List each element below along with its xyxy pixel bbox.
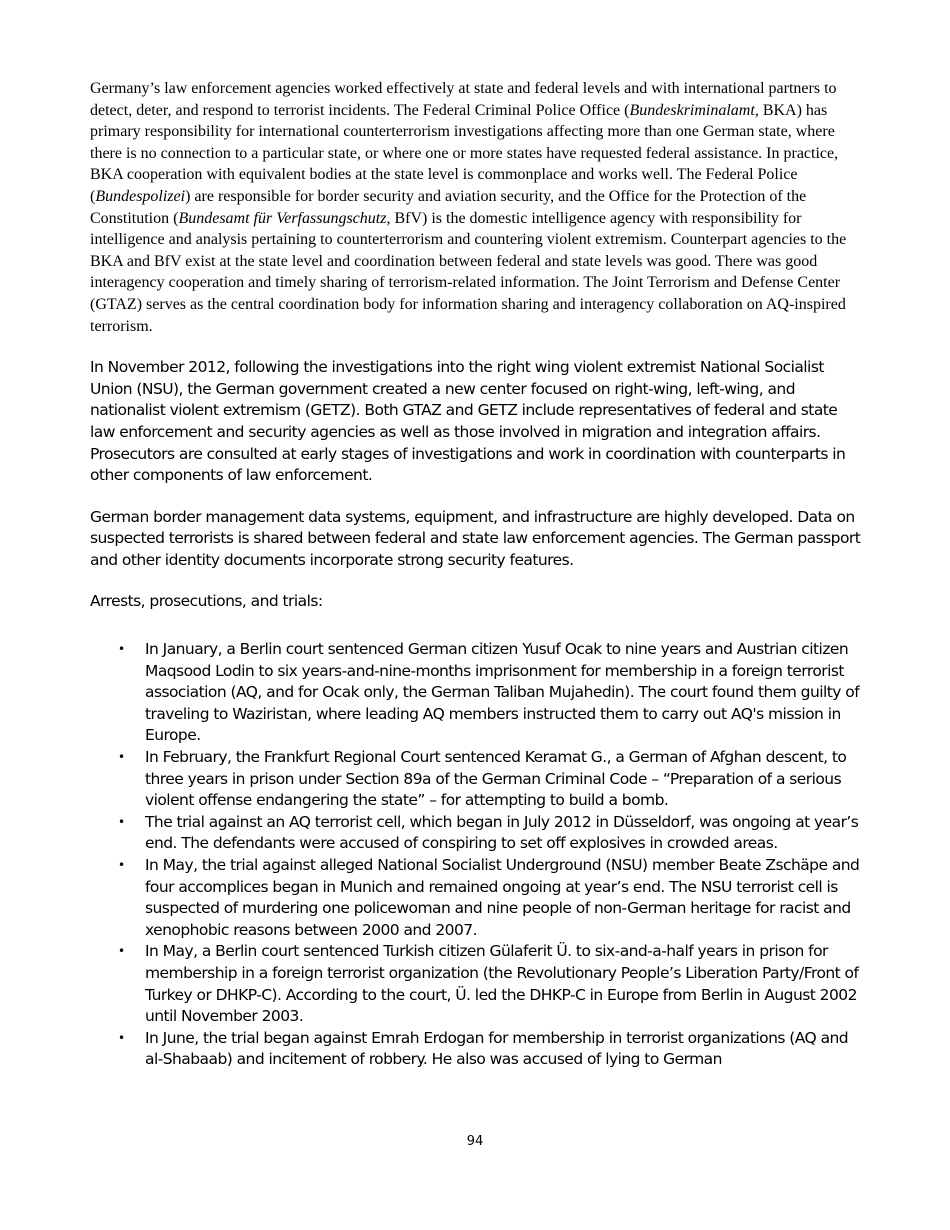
list-item (90, 941, 865, 1027)
page-number: 94 (466, 1134, 484, 1149)
italic-term-bka: Bundeskriminalamt (629, 101, 755, 119)
paragraph-text: ) are responsible for border security and aviation security, and the Office for the Protection of the Constitution ( (90, 187, 807, 227)
bullet-icon: • (118, 814, 125, 829)
paragraph-text: Germany’s law enforcement agencies worked effectively at state and federal levels and with international partners to detect, deter, and respond to terrorist incidents. The Federal Criminal Police Office ( (90, 80, 837, 119)
paragraph-text: , BfV) is the domestic intelligence agency with responsibility for intelligence and analysis pertaining to counterterrorism and countering violent extremism. Counterpart agencies to the BKA and BfV exist at the state level and coordination between federal and state levels was good. There was good interagency cooperation and timely sharing of terrorism-related information. The Joint Terrorism and Defense Center (GTAZ) serves as the central coordination body for information sharing and interagency collaboration on AQ-inspired terrorism. (90, 209, 847, 335)
arrests-heading: Arrests, prosecutions, and trials: (90, 592, 323, 611)
list-item (90, 855, 865, 941)
bullet-icon: • (118, 1030, 125, 1045)
list-item (90, 639, 865, 747)
list-item (90, 747, 865, 812)
list-item-text: In May, a Berlin court sentenced Turkish citizen Gülaferit Ü. to six-and-a-half years in prison for membership in a foreign terrorist organization (the Revolutionary People’s Liberation Party/Front of Turkey or DHKP-C). According to the court, Ü. led the DHKP-C in Europe from Berlin in August 2002 until November 2003. (145, 942, 859, 1026)
paragraph-text: , BKA) has primary responsibility for international counterterrorism investigations affecting more than one German state, where there is no connection to a particular state, or where one or more states have requested federal assistance. In practice, BKA cooperation with equivalent bodies at the state level is commonplace and works well. The Federal Police ( (90, 101, 839, 205)
bullet-icon: • (118, 750, 125, 765)
italic-term-federal-police: Bundespolizei (95, 187, 186, 205)
italic-term-bfv: Bundesamt für Verfassungschutz (178, 209, 387, 227)
list-item (90, 812, 865, 855)
list-item-text: The trial against an AQ terrorist cell, which began in July 2012 in Düsseldorf, was ongoing at year’s end. The defendants were accused of conspiring to set off explosives in crowded areas. (145, 812, 859, 853)
list-item-text: In January, a Berlin court sentenced German citizen Yusuf Ocak to nine years and Austrian citizen Maqsood Lodin to six years-and-nine-months imprisonment for membership in a foreign terrorist association (AQ, and for Ocak only, the German Taliban Mujahedin). The court found them guilty of traveling to Waziristan, where leading AQ members instructed them to carry out AQ's mission in Europe. (145, 640, 860, 745)
paragraph-getz: In November 2012, following the investigations into the right wing violent extremist National Socialist Union (NSU), the German government created a new center focused on right-wing, left-wing, and nationalist violent extremism (GETZ). Both GTAZ and GETZ include representatives of federal and state law enforcement and security agencies as well as those involved in migration and integration affairs. Prosecutors are consulted at early stages of investigations and work in coordination with counterparts in other components of law enforcement. (90, 358, 846, 485)
paragraph-border-management: German border management data systems, equipment, and infrastructure are highly developed. Data on suspected terrorists is shared between federal and state law enforcement agencies. The German passport and other identity documents incorporate strong security features. (90, 507, 861, 569)
arrests-list (90, 639, 865, 1071)
list-item-text: In June, the trial began against Emrah Erdogan for membership in terrorist organizations (AQ and al-Shabaab) and incitement of robbery. He also was accused of lying to German (145, 1028, 849, 1069)
list-item-text: In February, the Frankfurt Regional Court sentenced Keramat G., a German of Afghan descent, to three years in prison under Section 89a of the German Criminal Code – “Preparation of a serious violent offense endangering the state” – for attempting to build a bomb. (145, 748, 847, 810)
paragraph-law-enforcement (90, 78, 865, 337)
bullet-icon: • (118, 642, 125, 657)
bullet-icon: • (118, 858, 125, 872)
document-page (90, 78, 865, 1071)
list-item-text: In May, the trial against alleged National Socialist Underground (NSU) member Beate Zschäpe and four accomplices began in Munich and remained ongoing at year’s end. The NSU terrorist cell is suspected of murdering one policewoman and nine people of non-German heritage for racist and xenophobic reasons between 2000 and 2007. (145, 856, 860, 939)
list-item (90, 1028, 865, 1071)
bullet-icon: • (118, 944, 125, 959)
